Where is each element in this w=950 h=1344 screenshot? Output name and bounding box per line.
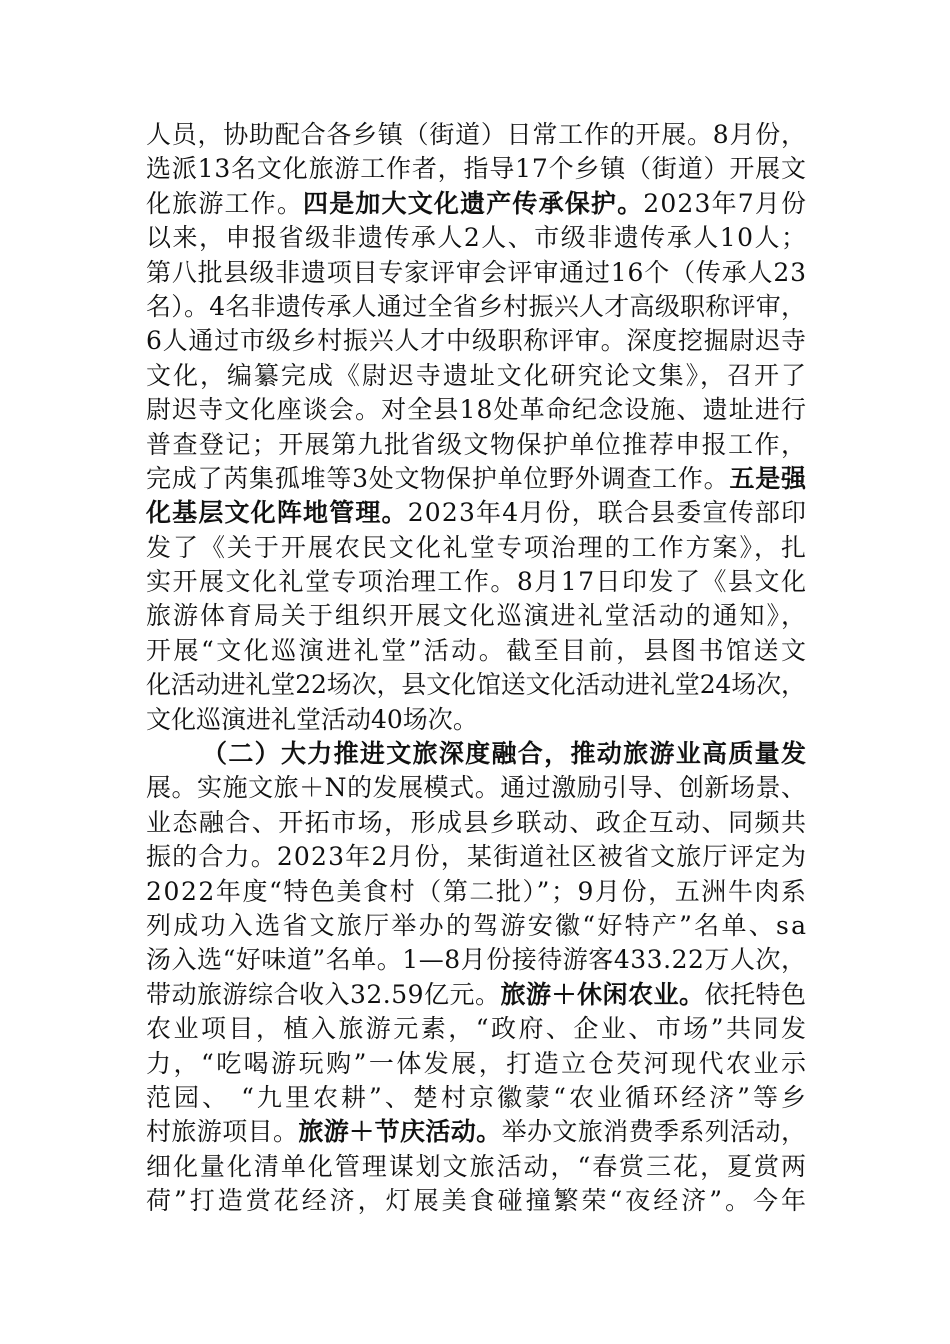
text-line [146, 1184, 809, 1218]
text-line [146, 1012, 809, 1046]
line-text: 选派13名文化旅游工作者，指导17个乡镇（街道）开展文 [146, 154, 807, 184]
line-text: 化活动进礼堂22场次，县文化馆送文化活动进礼堂24场次， [146, 670, 806, 700]
section-heading [146, 737, 806, 771]
line-text: 完成了芮集孤堆等3处文物保护单位野外调查工作。五是强 [146, 463, 807, 493]
line-text: 荷”打造赏花经济，灯展美食碰撞繁荣“夜经济”。今年 [146, 1186, 809, 1216]
line-text: 细化量化清单化管理谋划文旅活动，“春赏三花，夏赏两 [146, 1151, 808, 1181]
text-line [146, 703, 806, 737]
line-text: 普查登记；开展第九批省级文物保护单位推荐申报工作， [146, 429, 808, 459]
line-text: 力，“吃喝游玩购”一体发展，打造立仓芡河现代农业示 [146, 1048, 809, 1078]
text-line [146, 187, 806, 221]
line-text: 第八批县级非遗项目专家评审会评审通过16个（传承人23 [146, 257, 807, 287]
body-text [146, 118, 810, 1219]
line-text: 业态融合、开拓市场，形成县乡联动、政企互动、同频共 [146, 807, 808, 837]
line-text: 化旅游工作。四是加大文化遗产传承保护。2023年7月份 [146, 188, 808, 218]
line-text: 范园、 “九里农耕”、楚村京徽蒙“农业循环经济”等乡 [146, 1082, 810, 1112]
text-line [146, 875, 806, 909]
text-line [146, 1150, 806, 1184]
text-line [146, 531, 806, 565]
line-text: 实开展文化礼堂专项治理工作。8月17日印发了《县文化 [146, 567, 808, 597]
line-text: 列成功入选省文旅厅举办的驾游安徽“好特产”名单、sa [146, 910, 809, 940]
line-text: 名）。4名非遗传承人通过全省乡村振兴人才高级职称评审， [146, 291, 807, 321]
line-text: 农业项目，植入旅游元素，“政府、企业、市场”共同发 [146, 1014, 809, 1044]
text-line [146, 978, 806, 1012]
text-line [146, 393, 806, 427]
text-line [146, 256, 806, 290]
section-heading-inline: 化基层文化阵地管理。 [146, 498, 408, 528]
text-line [146, 565, 806, 599]
section-heading-inline: 五是强 [729, 463, 807, 493]
text-line [146, 324, 806, 358]
line-text: 以来，申报省级非遗传承人2人、市级非遗传承人10人； [146, 223, 808, 253]
text-line [146, 118, 806, 152]
text-line [146, 668, 806, 702]
section-heading-inline: 旅游＋节庆活动。 [298, 1117, 502, 1147]
line-text: 振的合力。2023年2月份，某街道社区被省文旅厅评定为 [146, 842, 808, 872]
text-line [146, 771, 806, 805]
text-line [146, 634, 809, 668]
section-heading-inline: 四是加大文化遗产传承保护。 [303, 188, 644, 218]
line-text: 汤入选“好味道”名单。1—8月份接待游客433.22万人次， [146, 945, 807, 975]
line-text: 2022年度“特色美食村（第二批）”；9月份，五洲牛肉系 [146, 876, 808, 906]
text-line [146, 1081, 810, 1115]
line-text: 发了《关于开展农民文化礼堂专项治理的工作方案》，扎 [146, 532, 808, 562]
text-line [146, 152, 806, 186]
text-line [146, 943, 806, 977]
text-line [146, 840, 806, 874]
line-text: 村旅游项目。旅游＋节庆活动。举办文旅消费季系列活动， [146, 1117, 807, 1147]
line-text: 开展“文化巡演进礼堂”活动。截至目前，县图书馆送文 [146, 635, 809, 665]
line-text: 展。实施文旅＋N的发展模式。通过激励引导、创新场景、 [146, 773, 807, 803]
text-line [146, 1047, 809, 1081]
text-line [146, 496, 806, 530]
line-text: 化基层文化阵地管理。2023年4月份，联合县委宣传部印 [146, 498, 808, 528]
line-text: 文化巡演进礼堂活动40场次。 [146, 704, 478, 734]
line-text: 带动旅游综合收入32.59亿元。旅游＋休闲农业。依托特色 [146, 979, 807, 1009]
line-text: 人员，协助配合各乡镇（街道）日常工作的开展。8月份， [146, 120, 807, 149]
text-line [146, 909, 809, 943]
line-text: 文化，编纂完成《尉迟寺遗址文化研究论文集》，召开了 [146, 360, 808, 390]
line-text: 旅游体育局关于组织开展文化巡演进礼堂活动的通知》， [146, 601, 808, 631]
text-line [146, 599, 806, 633]
text-line [146, 428, 806, 462]
section-heading-text: （二）大力推进文旅深度融合，推动旅游业高质量发 [202, 739, 808, 769]
text-line [146, 462, 806, 496]
text-line [146, 290, 806, 324]
text-line [146, 359, 806, 393]
text-line [146, 1115, 806, 1149]
text-line [146, 221, 806, 255]
line-text: 尉迟寺文化座谈会。对全县18处革命纪念设施、遗址进行 [146, 395, 808, 425]
section-heading-inline: 旅游＋休闲农业。 [500, 979, 705, 1009]
line-text: 6人通过市级乡村振兴人才中级职称评审。深度挖掘尉迟寺 [146, 326, 807, 356]
text-line [146, 806, 806, 840]
